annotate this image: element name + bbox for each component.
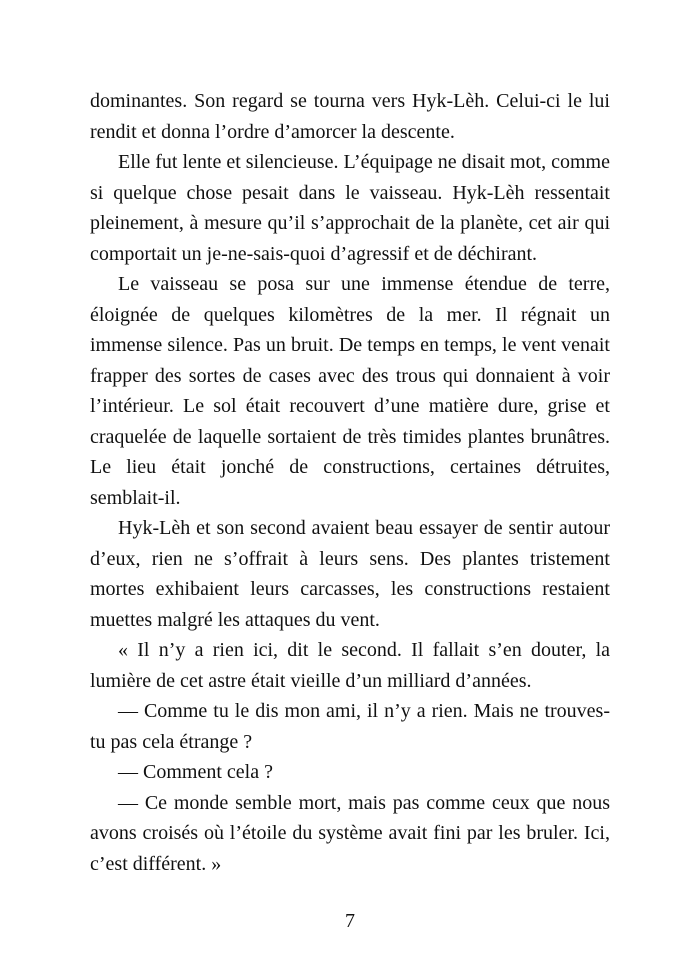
paragraph-3: Le vaisseau se posa sur une immense étendue de terre, éloignée de quelques kilomètres de la mer. Il régnait un immense silence. Pas un bruit. De temps en temps, le vent venait frapper des sortes de cases avec des trous qui donnaient à voir l’intérieur. Le sol était recouvert d’une matière dure, grise et craquelée de laquelle sortaient de très timides plantes brunâtres. Le lieu était jonché de constructions, certaines détruites, semblait-il. (90, 273, 610, 509)
paragraph-6: — Comme tu le dis mon ami, il n’y a rien. Mais ne trouves-tu pas cela étrange ? (90, 700, 610, 753)
paragraph-8: — Ce monde semble mort, mais pas comme ceux que nous avons croisés où l’étoile du système avait fini par les bruler. Ici, c’est différent. » (90, 791, 610, 875)
paragraph-5: « Il n’y a rien ici, dit le second. Il fallait s’en douter, la lumière de cet astre était vieille d’un milliard d’années. (90, 639, 610, 692)
paragraph-7: — Comment cela ? (118, 761, 273, 783)
page-body (90, 86, 610, 879)
paragraph-4: Hyk-Lèh et son second avaient beau essayer de sentir autour d’eux, rien ne s’offrait à leurs sens. Des plantes tristement mortes exhibaient leurs carcasses, les constructions restaient muettes malgré les attaques du vent. (90, 517, 610, 631)
paragraph-2: Elle fut lente et silencieuse. L’équipage ne disait mot, comme si quelque chose pesait dans le vaisseau. Hyk-Lèh ressentait pleinement, à mesure qu’il s’approchait de la planète, cet air qui comportait un je-ne-sais-quoi d’agressif et de déchirant. (90, 151, 610, 265)
page-number: 7 (345, 910, 355, 932)
paragraph-1: dominantes. Son regard se tourna vers Hyk-Lèh. Celui-ci le lui rendit et donna l’ordre d’amorcer la descente. (90, 90, 610, 143)
